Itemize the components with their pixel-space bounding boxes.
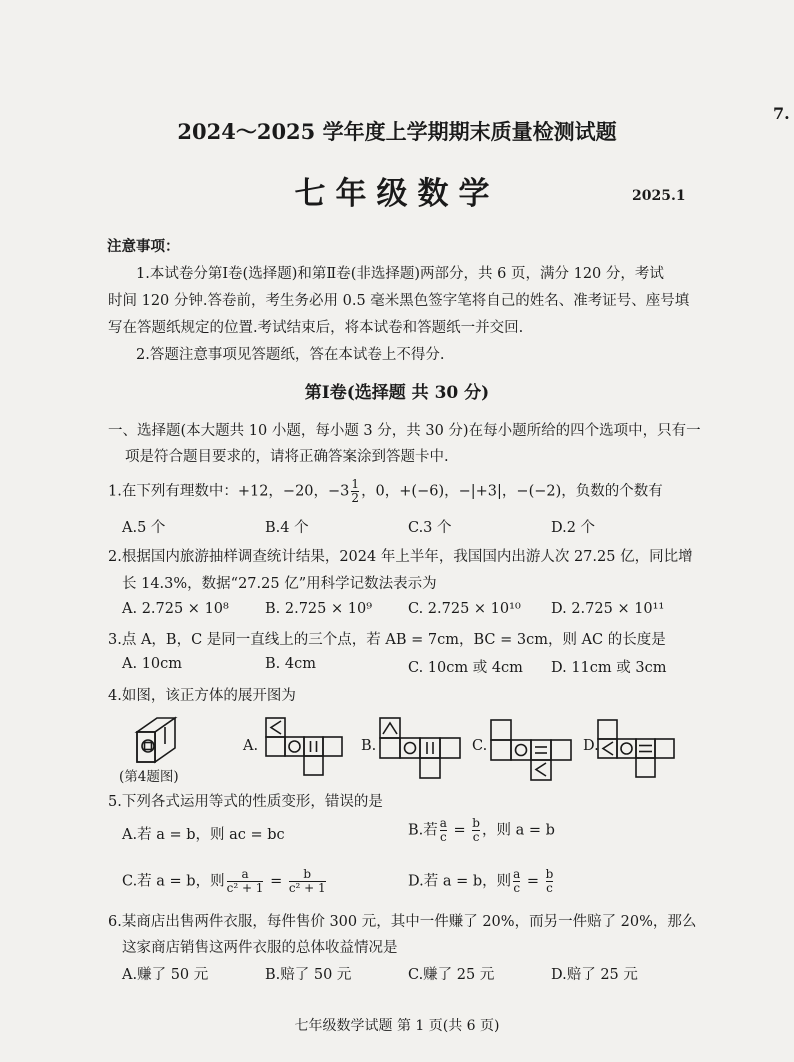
q2-option-d: D. 2.725 × 10¹¹ [551,601,665,617]
q5-c-frac1 [227,868,264,895]
notes-heading: 注意事项： [107,238,180,255]
q2-option-c: C. 2.725 × 10¹⁰ [408,601,521,617]
frac-num: b [545,867,554,881]
notes-item1-line3: 写在答题纸规定的位置.考试结束后，将本试卷和答题纸一并交回. [108,320,524,336]
frac-den: c [472,830,480,844]
q1-option-c: C.3 个 [408,520,452,536]
frac-num: b [303,867,312,881]
q5-option-b [408,817,555,844]
q5-option-d [408,868,555,895]
net-b [380,718,460,778]
q3-option-c: C. 10cm 或 4cm [408,660,523,676]
exam-date: 2025.1 [632,188,686,204]
q6-line2: 这家商店销售这两件衣服的总体收益情况是 [122,940,398,956]
section1-intro-line1: 一、选择题(本大题共 10 小题，每小题 3 分，共 30 分)在每小题所给的四个选项中，只有一 [108,423,701,439]
exam-subtitle: 七年级数学 [294,176,500,212]
net-a [266,718,342,775]
q1-frac-den: 2 [351,491,360,505]
q3-option-a: A. 10cm [122,656,183,672]
notes-item2: 2.答题注意事项见答题纸，答在本试卷上不得分. [136,347,445,363]
q3-option-d: D. 11cm 或 3cm [551,660,667,676]
q5-b-mid: ，则 a = b [481,822,555,839]
notes-item1-line2: 时间 120 分钟.答卷前，考生务必用 0.5 毫米黑色签字笔将自己的姓名、准考证号、座号填 [108,293,690,309]
q6-line1: 6.某商店出售两件衣服，每件售价 300 元，其中一件赚了 20%，而另一件赔了 20%，那么 [108,914,697,930]
q4-option-a-label: A. [243,738,259,754]
frac-num: a [241,867,249,881]
q1-stem-b: ，0，+(−6)，−|+3|，−(−2)，负数的个数有 [361,483,663,500]
page-footer: 七年级数学试题 第 1 页(共 6 页) [294,1018,500,1034]
frac-num: a [513,867,521,881]
q1-frac-num: 1 [351,477,360,491]
frac-den: c [513,881,521,895]
q4-option-b-label: B. [361,738,377,754]
q6-option-c: C.赚了 25 元 [408,967,495,983]
q5-b-frac1 [440,817,447,844]
q2-option-b: B. 2.725 × 10⁹ [265,601,373,617]
q5-b-prefix: B.若 [408,822,438,839]
q2-line1: 2.根据国内旅游抽样调查统计结果，2024 年上半年，我国国内出游人次 27.25 亿，同比增 [108,549,693,565]
frac-den: c [439,830,447,844]
q5-c-prefix: C.若 a = b，则 [122,873,225,890]
frac-den: c² + 1 [288,881,326,895]
q2-option-a: A. 2.725 × 10⁸ [122,601,229,617]
q3-stem: 3.点 A，B，C 是同一直线上的三个点，若 AB = 7cm，BC = 3cm，则 AC 的长度是 [108,632,666,648]
frac-num: a [439,816,447,830]
q6-option-d: D.赔了 25 元 [551,967,638,983]
q5-option-a: A.若 a = b，则 ac = bc [122,827,285,843]
q5-d-prefix: D.若 a = b，则 [408,873,512,890]
frac-den: c [546,881,553,895]
net-d [598,720,674,777]
q5-d-frac1 [513,868,520,895]
q1-option-a: A.5 个 [122,520,166,536]
q3-option-b: B. 4cm [265,656,316,672]
q4-option-c-label: C. [472,738,488,754]
notes-item1-line1: 1.本试卷分第Ⅰ卷(选择题)和第Ⅱ卷(非选择题)两部分，共 6 页，满分 120 分，考试 [136,266,664,282]
q4-stem: 4.如图，该正方体的展开图为 [108,688,296,704]
q1-option-d: D.2 个 [551,520,596,536]
frac-num: b [472,816,480,830]
q5-d-frac2 [546,868,554,895]
net-c [491,720,571,780]
q5-stem: 5.下列各式运用等式的性质变形，错误的是 [108,794,383,810]
q5-option-c [122,868,328,895]
q5-b-frac2 [472,817,480,844]
q5-c-frac2 [289,868,326,895]
q1-option-b: B.4 个 [265,520,309,536]
corner-mark: 7. [773,104,790,123]
exam-title: 2024～2025 学年度上学期期末质量检测试题 [177,119,617,144]
q4-figure-caption: (第4题图) [119,769,179,785]
equals-sign: = [453,822,466,839]
q4-option-d-label: D. [583,738,599,754]
section1-heading: 第Ⅰ卷(选择题 共 30 分) [304,383,490,403]
section1-intro-line2: 项是符合题目要求的，请将正确答案涂到答题卡中. [125,449,449,465]
q2-line2: 长 14.3%，数据“27.25 亿”用科学记数法表示为 [122,576,437,592]
cube-figure [137,718,175,762]
frac-den: c² + 1 [226,881,264,895]
q6-option-b: B.赔了 50 元 [265,967,352,983]
q1-stem-a: 1.在下列有理数中：+12，−20，−3 [108,483,350,500]
equals-sign: = [270,873,283,890]
q6-option-a: A.赚了 50 元 [122,967,209,983]
equals-sign: = [526,873,540,890]
